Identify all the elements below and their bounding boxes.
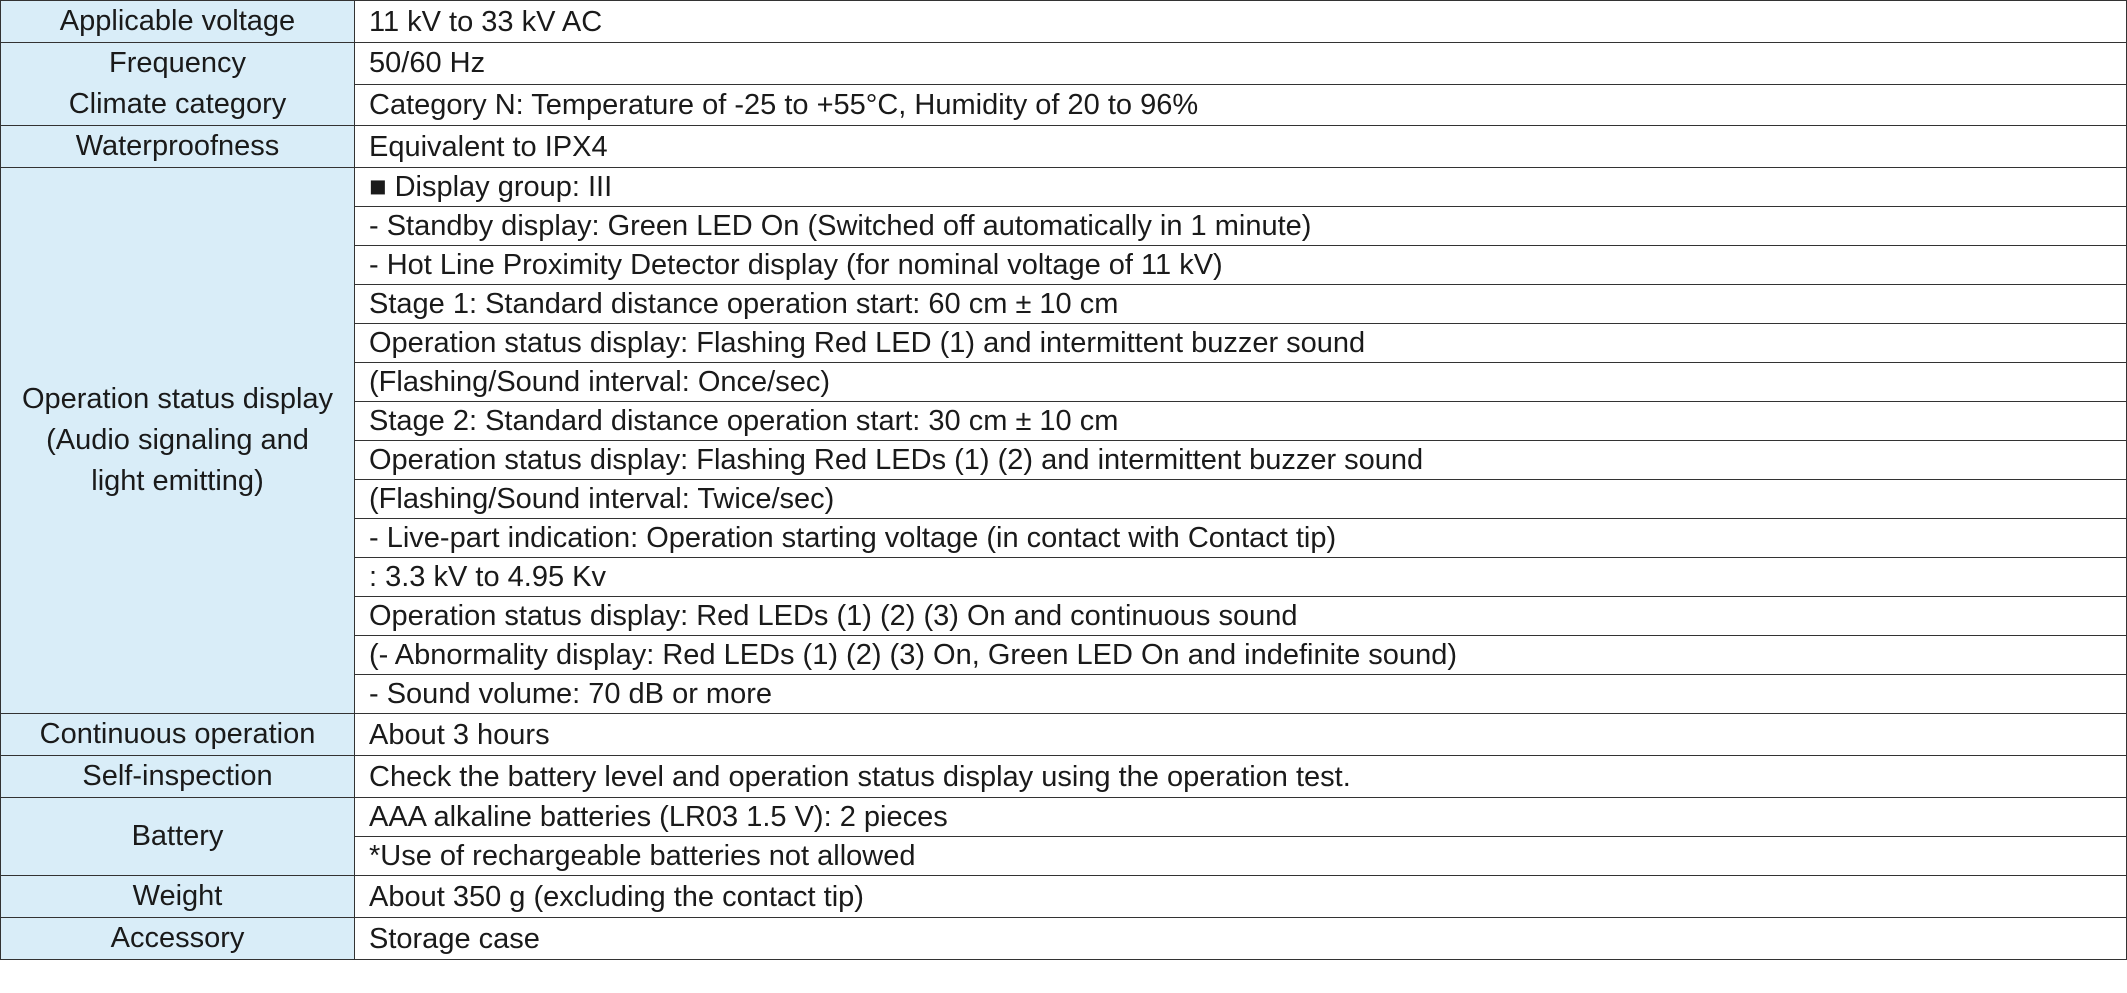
applicable-voltage-label: Applicable voltage	[1, 1, 355, 43]
operation-status-value: : 3.3 kV to 4.95 Kv	[355, 558, 2127, 597]
accessory-value: Storage case	[355, 918, 2127, 960]
climate-category-value: Category N: Temperature of -25 to +55°C, Humidity of 20 to 96%	[355, 84, 2127, 126]
operation-status-value: (- Abnormality display: Red LEDs (1) (2) (3) On, Green LED On and indefinite sound)	[355, 636, 2127, 675]
frequency-climate-label	[1, 43, 355, 126]
table-row	[1, 756, 2127, 798]
operation-status-value: ■ Display group: III	[355, 168, 2127, 207]
battery-label: Battery	[1, 798, 355, 876]
table-row	[1, 168, 2127, 207]
table-row	[1, 876, 2127, 918]
continuous-operation-label: Continuous operation	[1, 714, 355, 756]
operation-status-value: (Flashing/Sound interval: Once/sec)	[355, 363, 2127, 402]
battery-note-value: *Use of rechargeable batteries not allowed	[355, 837, 2127, 876]
operation-status-value: Operation status display: Red LEDs (1) (2) (3) On and continuous sound	[355, 597, 2127, 636]
table-row	[1, 798, 2127, 837]
operation-status-value: Operation status display: Flashing Red LED (1) and intermittent buzzer sound	[355, 324, 2127, 363]
operation-status-value: - Standby display: Green LED On (Switched off automatically in 1 minute)	[355, 207, 2127, 246]
continuous-operation-value: About 3 hours	[355, 714, 2127, 756]
operation-status-value: - Hot Line Proximity Detector display (for nominal voltage of 11 kV)	[355, 246, 2127, 285]
self-inspection-label: Self-inspection	[1, 756, 355, 798]
operation-status-label-line: light emitting)	[91, 465, 264, 497]
frequency-label: Frequency	[108, 47, 246, 79]
operation-status-label-line: (Audio signaling and	[46, 424, 309, 456]
self-inspection-value: Check the battery level and operation status display using the operation test.	[355, 756, 2127, 798]
weight-value: About 350 g (excluding the contact tip)	[355, 876, 2127, 918]
operation-status-value: Operation status display: Flashing Red LEDs (1) (2) and intermittent buzzer sound	[355, 441, 2127, 480]
climate-category-label: Climate category	[68, 88, 287, 120]
applicable-voltage-value: 11 kV to 33 kV AC	[355, 1, 2127, 43]
table-row	[1, 918, 2127, 960]
frequency-value: 50/60 Hz	[355, 43, 2127, 85]
table-row	[1, 126, 2127, 168]
operation-status-value: - Live-part indication: Operation starting voltage (in contact with Contact tip)	[355, 519, 2127, 558]
table-row	[1, 1, 2127, 43]
operation-status-value: - Sound volume: 70 dB or more	[355, 675, 2127, 714]
table-row	[1, 714, 2127, 756]
operation-status-label	[1, 168, 355, 714]
operation-status-value: (Flashing/Sound interval: Twice/sec)	[355, 480, 2127, 519]
waterproofness-value: Equivalent to IPX4	[355, 126, 2127, 168]
operation-status-value: Stage 1: Standard distance operation start: 60 cm ± 10 cm	[355, 285, 2127, 324]
table-row	[1, 43, 2127, 85]
weight-label: Weight	[1, 876, 355, 918]
accessory-label: Accessory	[1, 918, 355, 960]
operation-status-value: Stage 2: Standard distance operation start: 30 cm ± 10 cm	[355, 402, 2127, 441]
battery-value: AAA alkaline batteries (LR03 1.5 V): 2 pieces	[355, 798, 2127, 837]
operation-status-label-line: Operation status display	[21, 383, 334, 415]
waterproofness-label: Waterproofness	[1, 126, 355, 168]
